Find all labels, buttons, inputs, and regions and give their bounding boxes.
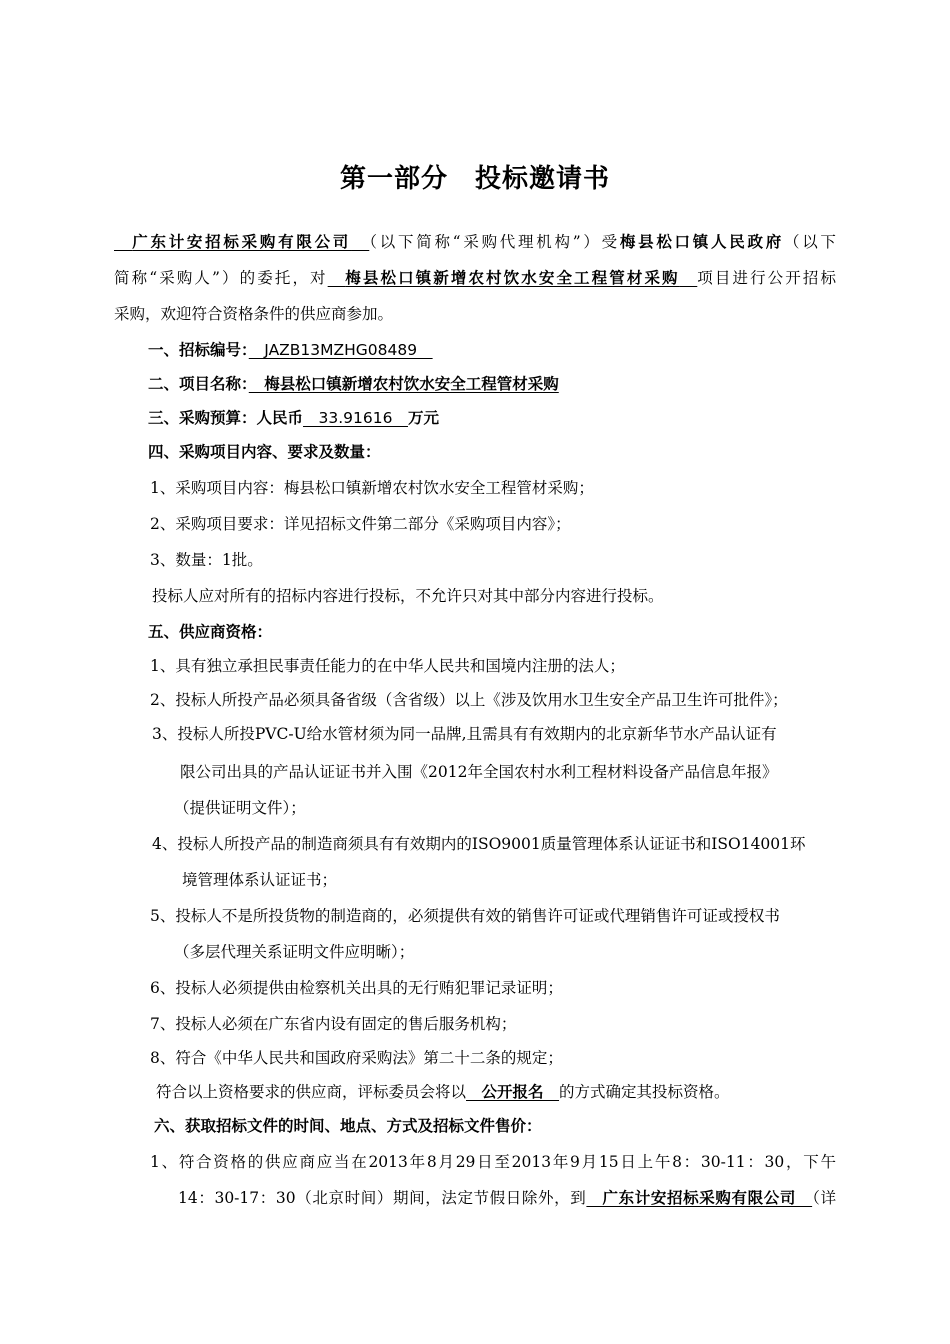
qualification-4-line-1: 4、投标人所投产品的制造商须具有有效期内的ISO9001质量管理体系认证证书和ISO14001环 bbox=[152, 835, 806, 853]
project-name-value: 梅县松口镇新增农村饮水安全工程管材采购 bbox=[248, 375, 559, 393]
bid-number-row bbox=[148, 338, 433, 360]
intro-text: 简称“采购人”）的委托，对 bbox=[114, 269, 328, 287]
page-title: 第一部分 投标邀请书 bbox=[339, 164, 610, 194]
s6-text: （详 bbox=[812, 1189, 836, 1207]
section-6-heading: 六、获取招标文件的时间、地点、方式及招标文件售价： bbox=[154, 1117, 542, 1135]
intro-text: （以下 bbox=[783, 233, 836, 251]
budget-value: 33.91616 bbox=[303, 409, 408, 427]
intro-line-1 bbox=[114, 230, 836, 252]
qualification-note-text: 的方式确定其投标资格。 bbox=[559, 1083, 730, 1101]
project-name: 梅县松口镇新增农村饮水安全工程管材采购 bbox=[345, 269, 680, 287]
budget-unit: 万元 bbox=[407, 409, 439, 427]
qualification-8: 8、符合《中华人民共和国政府采购法》第二十二条的规定； bbox=[150, 1049, 563, 1067]
section-5-heading: 五、供应商资格： bbox=[148, 623, 273, 641]
qualification-4-line-2: 境管理体系认证证书； bbox=[182, 871, 338, 889]
qualification-note-text: 符合以上资格要求的供应商，评标委员会将以 bbox=[156, 1083, 467, 1101]
qualification-3-line-1: 3、投标人所投PVC-U给水管材须为同一品牌,且需具有有效期内的北京新华节水产品认证有 bbox=[152, 725, 777, 743]
qualification-1: 1、具有独立承担民事责任能力的在中华人民共和国境内注册的法人； bbox=[150, 657, 625, 675]
s6-para-1-line-2 bbox=[178, 1186, 836, 1208]
budget-row bbox=[148, 406, 439, 428]
s6-para-1-line-1: 1、符合资格的供应商应当在2013年8月29日至2013年9月15日上午8：30-11：30，下午 bbox=[150, 1153, 836, 1171]
bid-number-value: JAZB13MZHG08489 bbox=[248, 341, 433, 359]
s4-item-3: 3、数量：1批。 bbox=[150, 551, 263, 569]
bid-number-label: 一、招标编号： bbox=[148, 341, 249, 359]
intro-line-2 bbox=[114, 266, 836, 288]
qualification-7: 7、投标人必须在广东省内设有固定的售后服务机构； bbox=[150, 1015, 517, 1033]
s4-note: 投标人应对所有的招标内容进行投标，不允许只对其中部分内容进行投标。 bbox=[152, 587, 664, 605]
qualification-method: 公开报名 bbox=[466, 1083, 560, 1101]
qualification-2: 2、投标人所投产品必须具备省级（含省级）以上《涉及饮用水卫生安全产品卫生许可批件》； bbox=[150, 691, 788, 709]
budget-label: 三、采购预算：人民币 bbox=[148, 409, 304, 427]
intro-text: （以下简称“采购代理机构”）受 bbox=[369, 233, 620, 251]
agency-name: 广东计安招标采购有限公司 bbox=[586, 1189, 813, 1207]
qualification-5-line-2: （多层代理关系证明文件应明晰）； bbox=[174, 943, 415, 961]
project-name-label: 二、项目名称： bbox=[148, 375, 249, 393]
qualification-3-line-2: 限公司出具的产品认证证书并入围《2012年全国农村水利工程材料设备产品信息年报》 bbox=[180, 763, 778, 781]
purchaser-name: 梅县松口镇人民政府 bbox=[619, 233, 784, 251]
s4-item-2: 2、采购项目要求：详见招标文件第二部分《采购项目内容》； bbox=[150, 515, 571, 533]
qualification-note bbox=[156, 1080, 730, 1102]
intro-line-3: 采购，欢迎符合资格条件的供应商参加。 bbox=[114, 305, 394, 323]
s4-item-1: 1、采购项目内容：梅县松口镇新增农村饮水安全工程管材采购； bbox=[150, 479, 594, 497]
s6-text: 14：30-17：30（北京时间）期间，法定节假日除外，到 bbox=[178, 1189, 587, 1207]
qualification-5-line-1: 5、投标人不是所投货物的制造商的，必须提供有效的销售许可证或代理销售许可证或授权书 bbox=[150, 907, 780, 925]
agency-name: 广东计安招标采购有限公司 bbox=[132, 233, 352, 251]
section-4-heading: 四、采购项目内容、要求及数量： bbox=[148, 443, 381, 461]
intro-text: 项目进行公开招标 bbox=[697, 269, 836, 287]
qualification-3-line-3: （提供证明文件）； bbox=[174, 799, 306, 817]
qualification-6: 6、投标人必须提供由检察机关出具的无行贿犯罪记录证明； bbox=[150, 979, 563, 997]
project-name-row bbox=[148, 372, 559, 394]
